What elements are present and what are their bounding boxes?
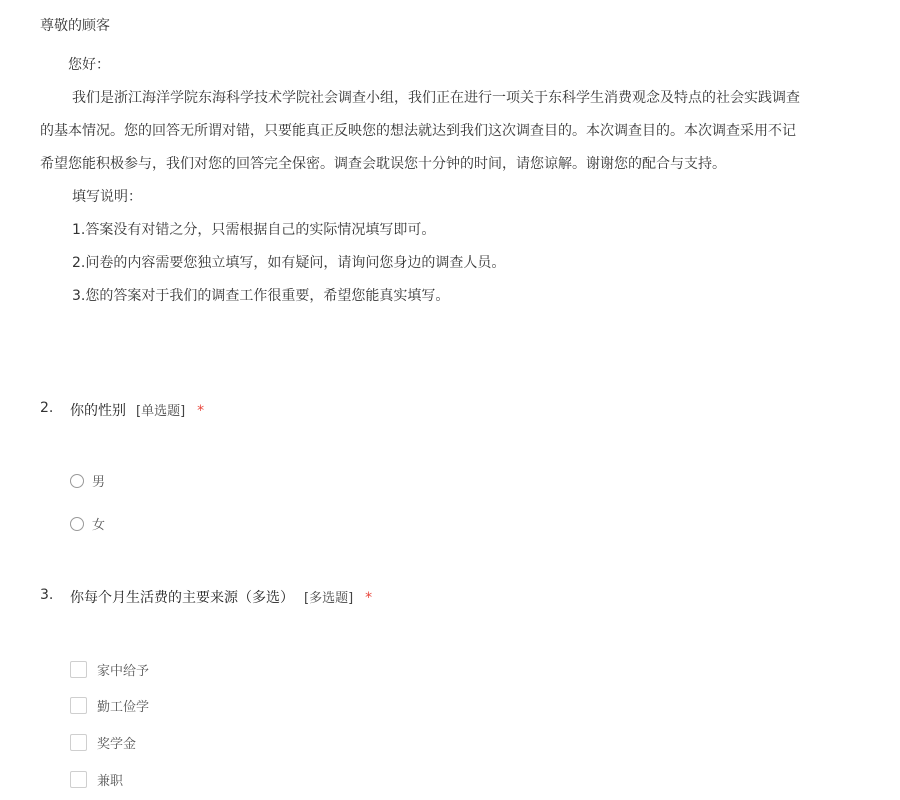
option-part-time-job[interactable] xyxy=(70,770,123,789)
checkbox[interactable] xyxy=(70,771,87,788)
option-label: 兼职 xyxy=(97,774,124,789)
question-gender xyxy=(40,400,860,540)
intro-paragraph-line-1: 我们是浙江海洋学院东海科学技术学院社会调查小组，我们正在进行一项关于东科学生消费观念及特点的社会实践调查 xyxy=(72,90,800,106)
required-mark: * xyxy=(365,590,373,606)
option-label: 家中给予 xyxy=(97,664,150,679)
radio-button[interactable] xyxy=(70,517,84,531)
instruction-item-3: 3.您的答案对于我们的调查工作很重要，希望您能真实填写。 xyxy=(72,288,450,304)
checkbox[interactable] xyxy=(70,661,87,678)
checkbox[interactable] xyxy=(70,734,87,751)
option-male[interactable] xyxy=(70,471,105,490)
question-title-wrapper xyxy=(70,400,204,420)
option-label: 勤工俭学 xyxy=(97,700,150,715)
option-label: 奖学金 xyxy=(97,737,137,752)
checkbox[interactable] xyxy=(70,697,87,714)
option-work-study[interactable] xyxy=(70,696,149,715)
question-header xyxy=(40,400,860,422)
intro-paragraph-line-3: 希望您能积极参与，我们对您的回答完全保密。调查会耽误您十分钟的时间，请您谅解。谢谢您的配合与支持。 xyxy=(40,156,726,172)
radio-button[interactable] xyxy=(70,474,84,488)
question-title: 你的性别 xyxy=(70,403,126,419)
instruction-item-1: 1.答案没有对错之分，只需根据自己的实际情况填写即可。 xyxy=(72,222,436,238)
required-mark: * xyxy=(197,403,205,419)
instructions-heading: 填写说明： xyxy=(72,189,142,205)
question-living-expense-source xyxy=(40,587,860,797)
question-number: 2. xyxy=(40,400,54,416)
option-label: 女 xyxy=(92,518,106,533)
option-scholarship[interactable] xyxy=(70,733,136,752)
option-family-support[interactable] xyxy=(70,660,149,679)
option-female[interactable] xyxy=(70,514,105,533)
greeting-title: 尊敬的顾客 xyxy=(40,18,110,34)
question-number: 3. xyxy=(40,587,54,603)
option-label: 男 xyxy=(92,475,106,490)
question-type-label: [单选题] xyxy=(136,404,186,419)
greeting-hello: 您好： xyxy=(68,57,110,73)
question-title: 你每个月生活费的主要来源（多选） xyxy=(70,590,294,606)
question-type-label: [多选题] xyxy=(304,591,354,606)
instruction-item-2: 2.问卷的内容需要您独立填写，如有疑问，请询问您身边的调查人员。 xyxy=(72,255,506,271)
question-title-wrapper xyxy=(70,587,372,607)
intro-paragraph-line-2: 的基本情况。您的回答无所谓对错，只要能真正反映您的想法就达到我们这次调查目的。本次调查目的。本次调查采用不记 xyxy=(40,123,796,139)
question-header xyxy=(40,587,860,609)
